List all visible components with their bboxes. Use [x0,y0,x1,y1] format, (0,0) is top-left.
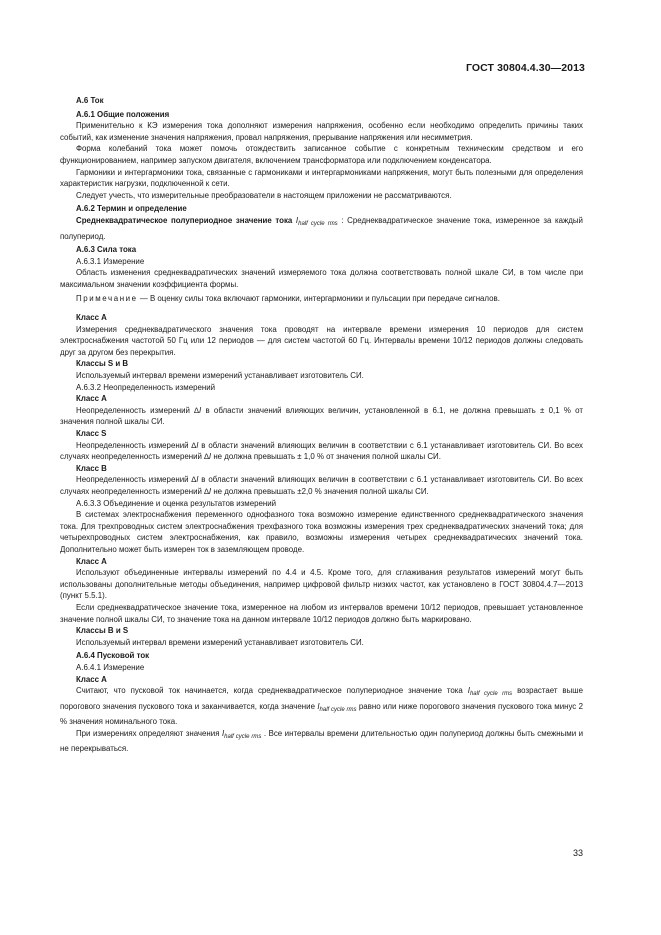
note-label: Примечание [76,293,138,303]
paragraph: Неопределенность измерений ∆I в области значений влияющих величин, установленной в 6.1, не должна превышать ± 0,1 % от значения полной шкалы СИ. [60,405,583,427]
class-label: Класс S [76,429,107,439]
paragraph: Гармоники и интергармоники тока, связанные с гармониками и интергармониками напряжения, могут быть полезными для определения характеристик нагрузки, подключенной к сети. [60,167,583,189]
class-label: Класс А [76,556,107,566]
paragraph: Неопределенность измерений ∆I в области значений влияющих величин в соответствии с 6.1 устанавливает изготовитель СИ. Во всех случаях неопределенность измерений ∆I не должна превышать ±2,0 % значения полной шкалы СИ. [60,475,583,496]
page-number: 33 [572,848,583,858]
class-label: Классы S и В [76,359,129,369]
subsection-title: А.6.3.1 Измерение [76,256,145,266]
class-label: Класс А [76,674,107,684]
paragraph: Неопределенность измерений ∆I в области значений влияющих величин в соответствии с 6.1 устанавливает изготовитель СИ. Во всех случаях неопределенность измерений ∆I не должна превышать ± 1,0 % от значения полной шкалы СИ. [60,440,583,462]
subsection-title: А.6.3.2 Неопределенность измерений [76,382,216,392]
class-label: Класс В [76,463,107,473]
definition-term: Среднеквадратическое полупериодное значение тока [76,215,296,225]
definition: Среднеквадратическое полупериодное значение тока $I_{half cycle rms}$ : Среднеквадратическое значение тока, измеренное за каждый полупериод. [60,215,583,241]
class-label: Класс А [76,394,107,404]
paragraph: Форма колебаний тока может помочь отождествить записанное событие с конкретным техническим средством и его функционированием, например запуском двигателя, включением трансформатора или подключением конденсатора. [60,144,583,165]
class-label: Классы В и S [76,626,129,636]
paragraph: Используют объединенные интервалы измерений по 4.4 и 4.5. Кроме того, для сглаживания результатов измерений могут быть использованы дополнительные методы объединения, например цифровой фильтр низких частот, как установлено в ГОСТ 30804.4.7—2013 (пункт 5.5.1). [60,568,583,601]
paragraph: При измерениях определяют значения $I_{half cycle rms}$ . Все интервалы времени длительностью один полупериод должны быть смежными и не перекрываться. [60,728,583,754]
paragraph: Следует учесть, что измерительные преобразователи в настоящем приложении не рассматриваются. [76,190,452,200]
section-heading: А.6 Ток [76,96,104,105]
paragraph: Используемый интервал времени измерений устанавливает изготовитель СИ. [76,371,364,381]
paragraph: Применительно к КЭ измерения тока дополняют измерения напряжения, особенно если необходимо определить причины таких событий, как изменение значения напряжения, провал напряжения, прерывание напряжения или несимметрия. [60,121,583,142]
section-heading: А.6.1 Общие положения [76,109,170,119]
paragraph: В системах электроснабжения переменного однофазного тока возможно измерение единственного среднеквадратического значения тока. Для трехпроводных систем электроснабжения трехфазного тока возможны измерения трех среднеквадратических значений тока; для четырехпроводных систем электроснабжения, как правило, возможны измерения четырех среднеквадратических значений тока. Дополнительно может быть измерен ток в заземляющем проводе. [60,510,583,554]
section-heading: А.6.3 Сила тока [76,245,137,255]
subsection-title: А.6.3.3 Объединение и оценка результатов измерений [76,498,277,508]
subsection-title: А.6.4.1 Измерение [76,662,145,672]
paragraph: Используемый интервал времени измерений устанавливает изготовитель СИ. [76,637,364,647]
paragraph: Если среднеквадратическое значение тока, измеренное на любом из интервалов времени 10/12 периодов, превышает установленное значение полной шкалы СИ, то значение тока на данном интервале 10/12 периодов должно быть маркировано. [60,602,583,624]
document-body [60,93,583,755]
section-heading: А.6.2 Термин и определение [76,204,187,214]
class-label: Класс А [76,313,107,323]
document-code: ГОСТ 30804.4.30—2013 [465,62,585,74]
section-heading: А.6.4 Пусковой ток [76,651,150,661]
paragraph: Измерения среднеквадратического значения тока проводят на интервале времени измерения 10 периодов для систем электроснабжения частотой 50 Гц или 12 периодов — для систем частотой 60 Гц. Интервалы времени 10/12 периодов должны следовать друг за другом без перекрытия. [60,324,583,357]
note: Примечание — В оценку силы тока включают гармоники, интергармоники и пульсации при передаче сигналов. [76,293,500,303]
paragraph: Область изменения среднеквадратических значений измеряемого тока должна соответствовать полной шкале СИ, в том числе при максимальном значении коэффициента формы. [60,268,583,289]
paragraph: Считают, что пусковой ток начинается, когда среднеквадратическое полупериодное значение тока $I_{half cycle rms}$ возрастает выше порогового значения пускового тока и заканчивается, когда значение $I_{half cycle rms}$ равно или ниже порогового значения пускового тока минус 2 % значения номинального тока. [60,686,583,727]
